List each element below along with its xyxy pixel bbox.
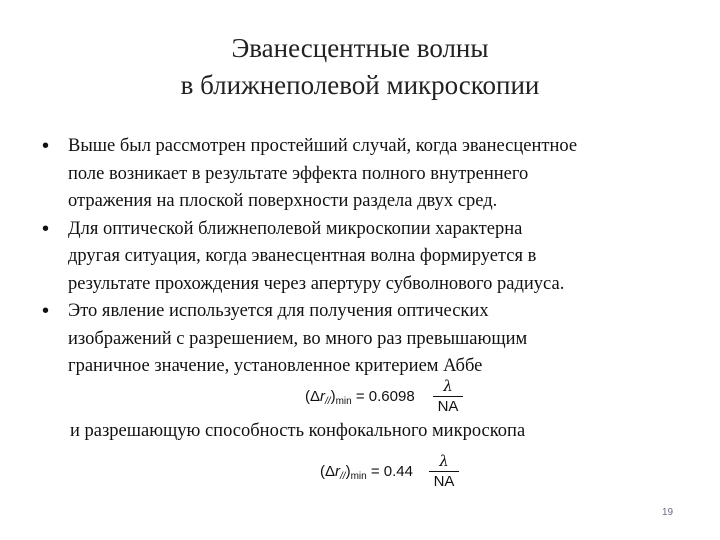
formula-open: (Δ bbox=[305, 388, 321, 405]
bullet-list bbox=[40, 133, 700, 381]
bullet-line: граничное значение, установленное критерием Аббе bbox=[68, 356, 483, 376]
page-number: 19 bbox=[662, 507, 674, 518]
formula-equals: = 0.6098 bbox=[351, 388, 415, 405]
formula-denominator: NA bbox=[433, 473, 455, 490]
bullet-line: отражения на плоской поверхности раздела двух сред. bbox=[68, 191, 498, 211]
slide-title bbox=[60, 30, 660, 104]
formula-sub: // bbox=[325, 396, 331, 407]
confocal-formula bbox=[320, 451, 520, 497]
bullet-line: • Для оптической ближнеполевой микроскопии характерна bbox=[68, 218, 523, 239]
bullet-item bbox=[40, 133, 700, 216]
formula-sub: // bbox=[340, 471, 346, 482]
formula-denominator: NA bbox=[437, 398, 459, 415]
bullet-item bbox=[40, 216, 700, 299]
abbe-formula bbox=[305, 376, 505, 422]
between-text: и разрешающую способность конфокального микроскопа bbox=[70, 421, 526, 441]
formula-min: min bbox=[335, 396, 352, 407]
formula-var: r bbox=[320, 388, 326, 405]
formula-close: ) bbox=[330, 388, 336, 405]
bullet-line: • Это явление используется для получения оптических bbox=[68, 301, 489, 321]
bullet-line: изображений с разрешением, во много раз превышающим bbox=[68, 328, 528, 349]
formula-numerator: λ bbox=[443, 377, 453, 395]
formula-lhs bbox=[320, 463, 413, 482]
bullet-line: • Выше был рассмотрен простейший случай, когда эванесцентное bbox=[68, 136, 578, 156]
bullet-line: поле возникает в результате эффекта полного внутреннего bbox=[68, 163, 529, 184]
formula-lhs bbox=[305, 388, 415, 407]
formula-var: r bbox=[335, 463, 341, 480]
title-line-1: Эванесцентные волны bbox=[231, 33, 489, 63]
bullet-item bbox=[40, 298, 700, 381]
formula-fraction bbox=[431, 376, 465, 417]
formula-numerator: λ bbox=[439, 452, 449, 470]
formula-min: min bbox=[350, 471, 367, 482]
bullet-line: другая ситуация, когда эванесцентная волна формируется в bbox=[68, 246, 537, 266]
formula-open: (Δ bbox=[320, 463, 336, 480]
formula-fraction bbox=[427, 451, 461, 492]
title-line-2: в ближнеполевой микроскопии bbox=[180, 70, 540, 100]
formula-equals: = 0.44 bbox=[366, 463, 413, 480]
formula-close: ) bbox=[345, 463, 351, 480]
bullet-line: результате прохождения через апертуру субволнового радиуса. bbox=[68, 273, 565, 294]
